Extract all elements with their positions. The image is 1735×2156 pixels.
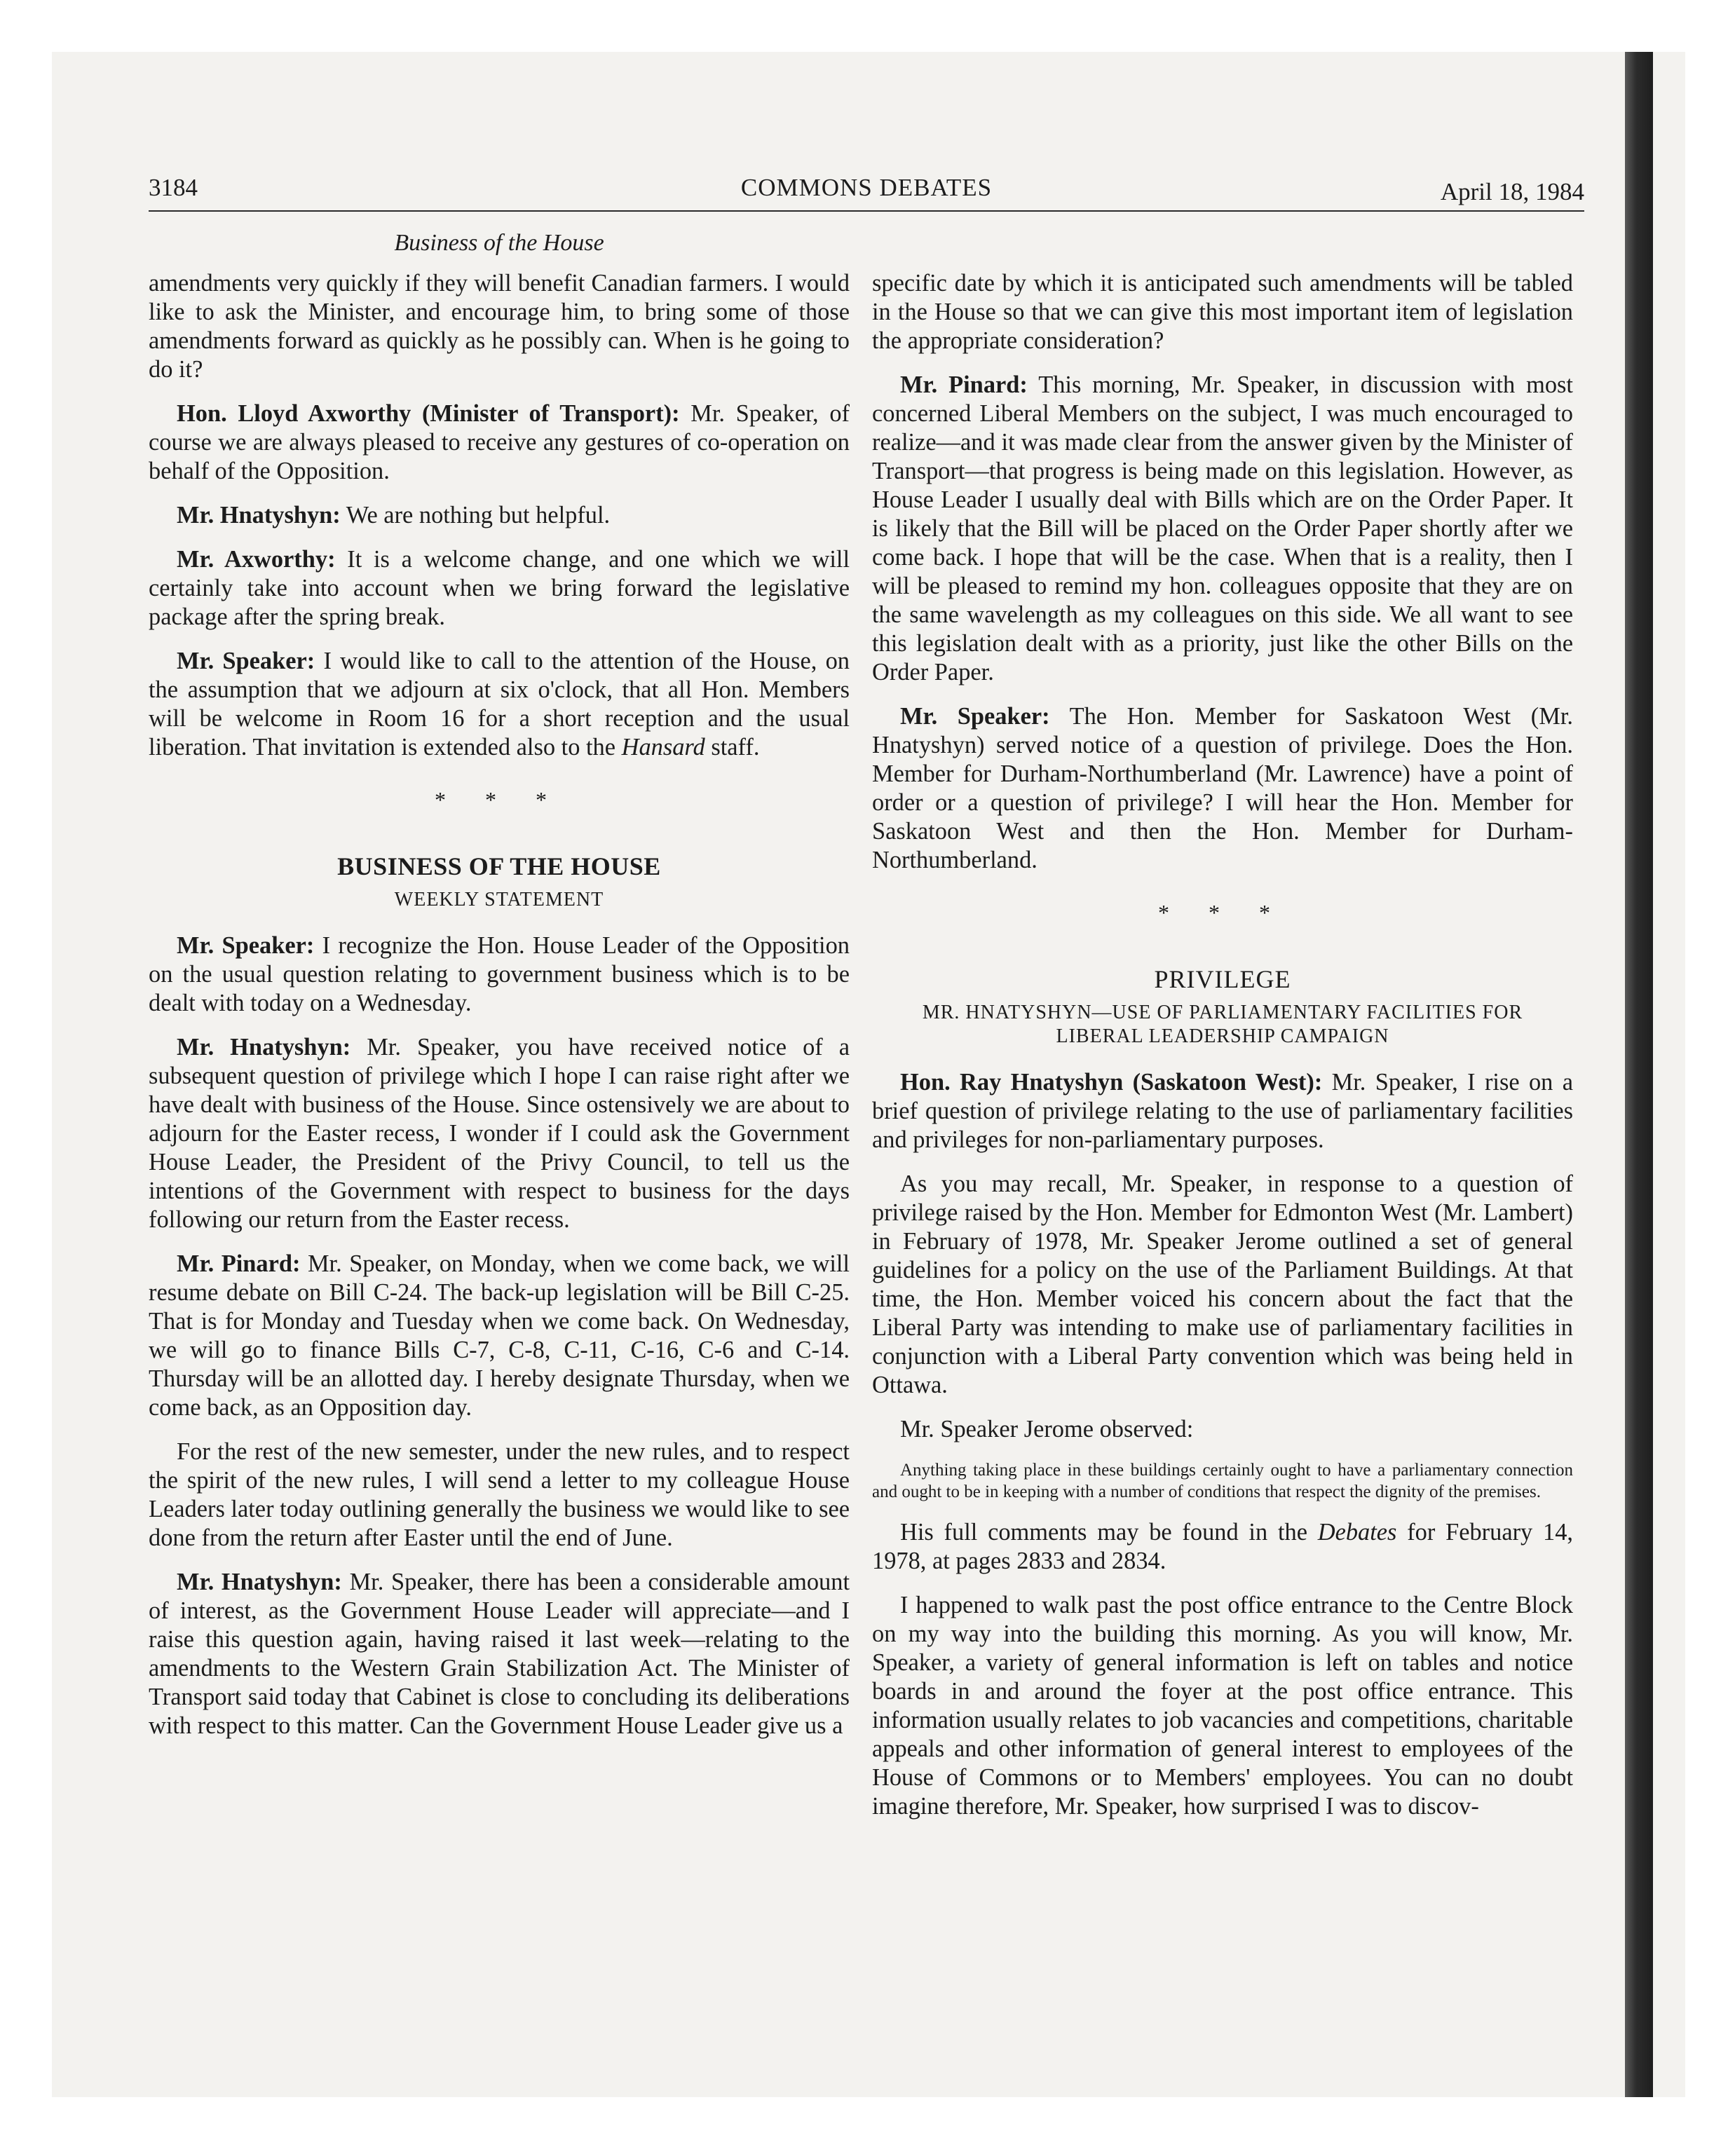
paragraph: For the rest of the new semester, under the new rules, and to respect the spirit of the new rules, I will send a letter to my colleague House Leaders later today outlining generally the business we would like to see done from the return after Easter until the end of June.	[149, 1438, 850, 1551]
block-quote: Anything taking place in these buildings certainly ought to have a parliamentary connection and ought to be in keeping with a number of conditions that respect the dignity of the premises.	[872, 1461, 1573, 1501]
header-rule	[149, 210, 1584, 212]
paragraph	[149, 647, 850, 762]
speaker-name: Mr. Hnatyshyn:	[177, 502, 341, 528]
paragraph	[872, 702, 1573, 875]
paragraph	[149, 1033, 850, 1234]
section-separator: * * *	[435, 787, 564, 812]
speech-text: for February 14, 1978, at pages 2833 and 2834.	[872, 1519, 1574, 1574]
speaker-name: Mr. Pinard:	[177, 1250, 301, 1277]
speech-text: His full comments may be found in the	[900, 1519, 1318, 1546]
speaker-name: Mr. Axworthy:	[177, 546, 336, 573]
running-head: Business of the House	[394, 230, 604, 256]
speaker-name: Mr. Speaker:	[177, 648, 315, 674]
page-header	[149, 174, 1584, 212]
speaker-name: Mr. Pinard:	[900, 371, 1028, 398]
paragraph: amendments very quickly if they will benefit Canadian farmers. I would like to ask the Minister, and encourage him, to bring some of those amendments forward as quickly as he possibly can. When is he going to do it?	[149, 270, 850, 383]
italic-term: Hansard	[621, 734, 705, 760]
speech-text: Mr. Speaker, I rise on a brief question of privilege relating to the use of parliamentary facilities and privileges for non-parliamentary purposes.	[872, 1069, 1574, 1153]
speech-text: The Hon. Member for Saskatoon West (Mr. Hnatyshyn) served notice of a question of privilege. Does the Hon. Member for Durham-Northumberland (Mr. Lawrence) have a point of order or a question of privilege? I will hear the Hon. Member for Saskatoon West and then the Hon. Member for Durham-Northumberland.	[872, 703, 1573, 873]
page-binding-edge	[1625, 52, 1653, 2097]
section-title: BUSINESS OF THE HOUSE	[337, 852, 661, 880]
right-column	[872, 269, 1573, 1836]
speech-text: We are nothing but helpful.	[340, 502, 611, 528]
speech-text: staff.	[705, 734, 760, 760]
speech-text: Mr. Speaker, you have received notice of a subsequent question of privilege which I hope I can raise right after we have dealt with business of the House. Since ostensively we are about to adjourn for the Easter recess, I wonder if I could ask the Government House Leader, the President of the Privy Council, to tell us the intentions of the Government with respect to business for the days following our return from the Easter recess.	[149, 1034, 850, 1233]
paragraph	[149, 545, 850, 632]
speaker-name: Mr. Hnatyshyn:	[177, 1034, 351, 1060]
paragraph	[149, 1250, 850, 1422]
paragraph: Mr. Speaker Jerome observed:	[900, 1416, 1194, 1442]
paragraph: specific date by which it is anticipated such amendments will be tabled in the House so that we can give this most important item of legislation the appropriate consideration?	[872, 270, 1573, 354]
left-column	[149, 269, 850, 1756]
page-number: 3184	[149, 174, 198, 201]
section-separator: * * *	[1158, 900, 1287, 925]
speaker-name: Mr. Hnatyshyn:	[177, 1569, 342, 1595]
paragraph	[872, 1518, 1573, 1576]
speaker-name: Mr. Speaker:	[900, 703, 1050, 730]
paragraph	[149, 932, 850, 1018]
paragraph	[149, 1568, 850, 1740]
speech-text: Mr. Speaker, on Monday, when we come back, we will resume debate on Bill C-24. The back-up legislation will be Bill C-25. That is for Monday and Tuesday when we come back. On Wednesday, we will go to finance Bills C-7, C-8, C-11, C-16, C-6 and C-14. Thursday will be an allotted day. I hereby designate Thursday, when we come back, as an Opposition day.	[149, 1250, 850, 1421]
issue-date: April 18, 1984	[1440, 178, 1584, 205]
section-title: PRIVILEGE	[1154, 965, 1291, 993]
paragraph: I happened to walk past the post office entrance to the Centre Block on my way into the building this morning. As you will know, Mr. Speaker, a variety of general information is left on tables and notice boards in and around the foyer at the post office entrance. This information usually relates to job vacancies and competitions, charitable appeals and other information of general interest to employees of the House of Commons or to Members' employees. You can no doubt imagine therefore, Mr. Speaker, how surprised I was to discov-	[872, 1592, 1573, 1820]
paragraph	[872, 1068, 1573, 1154]
speech-text: Mr. Speaker, of course we are always pleased to receive any gestures of co-operation on behalf of the Opposition.	[149, 400, 850, 484]
paragraph	[149, 400, 850, 486]
speech-text: Mr. Speaker, there has been a considerable amount of interest, as the Government House Leader will appreciate—and I raise this question again, having raised it last week—relating to the amendments to the Western Grain Stabilization Act. The Minister of Transport said today that Cabinet is close to concluding its deliberations with respect to this matter. Can the Government House Leader give us a	[149, 1569, 850, 1739]
speaker-name: Mr. Speaker:	[177, 932, 315, 959]
speech-text: It is a welcome change, and one which we will certainly take into account when we bring forward the legislative package after the spring break.	[149, 546, 850, 630]
speech-text: I would like to call to the attention of the House, on the assumption that we adjourn at six o'clock, that all Hon. Members will be welcome in Room 16 for a short reception and the usual liberation. That invitation is extended also to the	[149, 648, 850, 760]
speaker-name: Hon. Ray Hnatyshyn (Saskatoon West):	[900, 1069, 1323, 1096]
speaker-name: Hon. Lloyd Axworthy (Minister of Transport):	[177, 400, 680, 427]
section-subtitle-line: LIBERAL LEADERSHIP CAMPAIGN	[1056, 1025, 1389, 1047]
paragraph: As you may recall, Mr. Speaker, in response to a question of privilege raised by the Hon. Member for Edmonton West (Mr. Lambert) in February of 1978, Mr. Speaker Jerome outlined a set of general guidelines for a policy on the use of the Parliament Buildings. At that time, the Hon. Member voiced his concern about the fact that the Liberal Party was intending to make use of parliamentary facilities in conjunction with a Liberal Party convention which was being held in Ottawa.	[872, 1171, 1573, 1398]
section-subtitle: WEEKLY STATEMENT	[394, 889, 604, 910]
publication-title: COMMONS DEBATES	[740, 174, 993, 201]
paragraph	[872, 371, 1573, 687]
paragraph	[149, 501, 850, 530]
section-subtitle-line: MR. HNATYSHYN—USE OF PARLIAMENTARY FACILITIES FOR	[922, 1002, 1523, 1023]
section-subtitle	[872, 1001, 1573, 1049]
speech-text: I recognize the Hon. House Leader of the Opposition on the usual question relating to government business which is to be dealt with today on a Wednesday.	[149, 932, 850, 1016]
italic-term: Debates	[1317, 1519, 1397, 1546]
speech-text: This morning, Mr. Speaker, in discussion with most concerned Liberal Members on the subject, I was much encouraged to realize—and it was made clear from the answer given by the Minister of Transport—that progress is being made on this legislation. However, as House Leader I usually deal with Bills which are on the Order Paper. It is likely that the Bill will be placed on the Order Paper shortly after we come back. I hope that will be the case. When that is a reality, then I will be pleased to remind my hon. colleagues opposite that they are on the same wavelength as my colleagues on this side. We all want to see this legislation dealt with as a priority, just like the other Bills on the Order Paper.	[872, 371, 1573, 685]
